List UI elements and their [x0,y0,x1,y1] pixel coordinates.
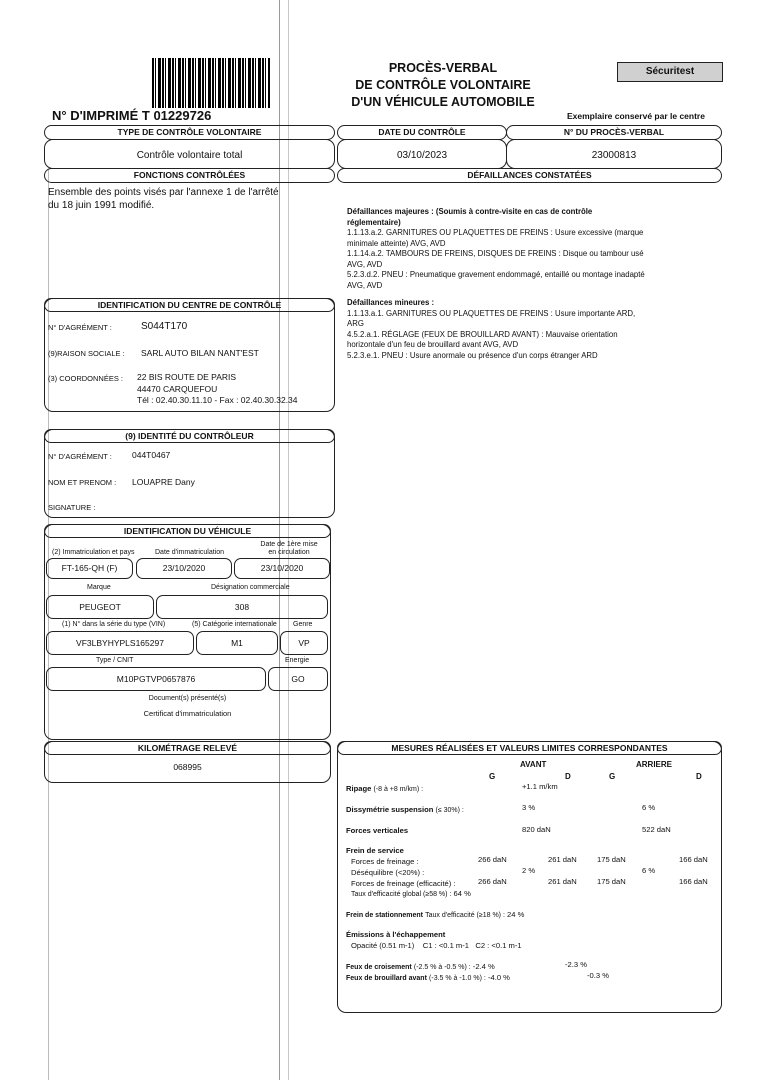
ff-avg: 266 daN [478,855,507,864]
date-immat-field: 23/10/2020 [136,558,232,579]
major-line: AVG, AVD [347,259,383,269]
minor-line: 5.2.3.e.1. PNEU : Usure anormale ou présence d'un corps étranger ARD [347,350,598,360]
functions-line-2: du 18 juin 1991 modifié. [48,200,155,211]
brouillard-row [346,973,510,982]
center-phone: Tél : 02.40.30.11.10 - Fax : 02.40.30.32.34 [137,395,298,405]
vin-label: (1) N° dans la série du type (VIN) [62,621,166,628]
minor-title: Défaillances mineures : [347,298,435,307]
controller-name-value: LOUAPRE Dany [132,477,195,487]
dissym-av: 3 % [522,803,536,812]
immat-label: (2) Immatriculation et pays [52,549,135,556]
genre-field: VP [280,631,328,655]
control-date-value: 03/10/2023 [396,150,448,161]
ff-ard: 166 daN [679,855,708,864]
ff-avd: 261 daN [548,855,577,864]
type-field: M10PGTVP0657876 [46,667,266,691]
c2-value: <0.1 m-1 [491,941,522,950]
genre-label: Genre [293,621,313,628]
center-header: IDENTIFICATION DU CENTRE DE CONTRÔLE [44,298,335,312]
brouillard-d: -0.3 % [587,971,609,980]
deseq-label: Déséquilibre (<20%) : [351,868,425,877]
avant-d-label: D [565,772,571,781]
croisement-d: -2.3 % [565,960,587,969]
center-address-2: 44470 CARQUEFOU [137,383,218,394]
major-line: AVG, AVD [347,280,383,290]
minor-line: 1.1.13.a.1. GARNITURES OU PLAQUETTES DE FREINS : Usure importante ARD, [347,308,636,318]
controller-agrement-value: 044T0467 [132,450,171,460]
energie-label: Energie [285,657,310,664]
copy-note: Exemplaire conservé par le centre [567,111,705,121]
controller-name-label: NOM ET PRENOM : [48,478,117,487]
functions-line-1: Ensemble des points visés par l'annexe 1 de l'arrêté [48,187,279,198]
marque-label: Marque [87,584,111,591]
documents-label: Document(s) présenté(s) [148,695,227,702]
c2-label: C2 : [475,941,490,950]
dissym-label: Dissymétrie suspension [346,805,434,814]
forces-vert-ar: 522 daN [642,825,671,834]
categorie-label: (5) Catégorie internationale [192,621,277,628]
stationnement-limit: Taux d'efficacité (≥18 %) : [425,912,505,919]
controller-header: (9) IDENTITÉ DU CONTRÔLEUR [44,429,335,443]
stationnement-label: Frein de stationnement [346,912,424,919]
energie-field: GO [268,667,328,691]
major-line: 1.1.14.a.2. TAMBOURS DE FREINS, DISQUES DE FREINS : Disque ou tambour usé [347,249,644,258]
center-agrement-label: N° D'AGRÉMENT : [48,323,112,332]
deseq-av: 2 % [522,866,536,875]
ffe-avg: 266 daN [478,877,507,886]
date-circ-label [244,541,334,557]
ripage-label: Ripage [346,784,372,793]
vin-field: VF3LBYHYPLS165297 [46,631,194,655]
measures-header: MESURES RÉALISÉES ET VALEURS LIMITES CORRESPONDANTES [337,741,722,755]
deseq-ar: 6 % [642,866,656,875]
ffe-ard: 166 daN [679,877,708,886]
center-raison-label: (9)RAISON SOCIALE : [48,349,125,358]
major-title-2: réglementaire) [347,217,401,227]
brouillard-g: -4.0 % [487,973,510,982]
vehicle-header: IDENTIFICATION DU VÉHICULE [44,524,331,538]
date-immat-label: Date d'immatriculation [155,549,225,556]
controller-signature-label: SIGNATURE : [48,503,96,512]
center-address [137,372,298,407]
date-circ-label-1: Date de 1ère mise [260,541,318,548]
center-coord-label: (3) COORDONNÉES : [48,374,124,383]
ripage-limit: (-8 à +8 m/km) : [373,786,424,793]
croisement-g: -2.4 % [472,962,495,971]
minor-line: ARG [347,319,364,328]
defects-header: DÉFAILLANCES CONSTATÉES [337,168,722,183]
dissym-row [346,805,464,814]
functions-text [48,186,279,212]
forces-freinage-label: Forces de freinage : [351,857,419,866]
controller-agrement-label: N° D'AGRÉMENT : [48,452,112,461]
brouillard-label: Feux de brouillard avant [346,975,427,982]
stationnement-row [346,910,524,919]
center-agrement-value: S044T170 [141,321,188,332]
ffe-avd: 261 daN [548,877,577,886]
c1-value: <0.1 m-1 [438,941,470,950]
croisement-limit: (-2.5 % à -0.5 %) : [413,964,471,971]
taux-global-row [351,889,471,898]
arriere-g-label: G [609,772,616,781]
marque-field: PEUGEOT [46,595,154,619]
arriere-label: ARRIERE [636,760,673,769]
designation-field: 308 [156,595,328,619]
major-title-1: Défaillances majeures : (Soumis à contre-visite en cas de contrôle [347,207,593,216]
brouillard-limit: (-3.5 % à -1.0 %) : [429,975,486,982]
opacite-label: Opacité (0.51 m-1) [351,941,415,950]
print-number: N° D'IMPRIMÉ T 01229726 [52,108,212,123]
forces-vert-av: 820 daN [522,825,551,834]
taux-global-value: 64 % [453,889,471,898]
type-label: Type / CNIT [96,657,134,664]
control-type-header: TYPE DE CONTRÔLE VOLONTAIRE [44,125,335,140]
control-date-header: DATE DU CONTRÔLE [337,125,507,140]
c1-label: C1 : [422,941,437,950]
ripage-row [346,784,423,793]
brand-badge: Sécuritest [617,62,723,82]
taux-global-label: Taux d'efficacité global (≥58 %) : [351,891,452,898]
arriere-d-label: D [696,772,702,781]
ffe-arg: 175 daN [597,877,626,886]
control-type-value: Contrôle volontaire total [136,150,243,161]
documents-value: Certificat d'immatriculation [143,709,232,718]
avant-g-label: G [489,772,496,781]
center-raison-value: SARL AUTO BILAN NANT'EST [141,348,259,358]
forces-vert-label: Forces verticales [346,826,409,835]
frein-service-label: Frein de service [346,846,404,855]
designation-label: Désignation commerciale [211,584,290,591]
major-line: 5.2.3.d.2. PNEU : Pneumatique gravement endommagé, entaillé ou montage inadapté [347,270,645,279]
avant-label: AVANT [520,760,547,769]
center-address-1: 22 BIS ROUTE DE PARIS [137,372,237,382]
major-line: minimale atteinte) AVG, AVD [347,238,446,248]
immat-field: FT-165-QH (F) [46,558,133,579]
mileage-header: KILOMÉTRAGE RELEVÉ [44,741,331,755]
date-circ-field: 23/10/2020 [234,558,330,579]
dissym-limit: (≤ 30%) : [435,807,464,814]
stationnement-value: 24 % [507,910,525,919]
categorie-field: M1 [196,631,278,655]
title-line-2: DE CONTRÔLE VOLONTAIRE [355,78,531,92]
ripage-value: +1.1 m/km [522,782,558,791]
pv-number-value: 23000813 [591,150,637,161]
croisement-row [346,962,495,971]
minor-line: 4.5.2.a.1. RÉGLAGE (FEUX DE BROUILLARD AVANT) : Mauvaise orientation [347,329,618,339]
major-line: 1.1.13.a.2. GARNITURES OU PLAQUETTES DE FREINS : Usure excessive (marque [347,228,644,237]
defects-list [347,207,717,361]
mileage-value: 068995 [173,762,202,772]
title-line-1: PROCÈS-VERBAL [388,61,498,75]
minor-line: horizontale d'un feu de brouillard avant AVG, AVD [347,340,519,349]
dissym-ar: 6 % [642,803,656,812]
document-title [338,60,548,111]
ff-arg: 175 daN [597,855,626,864]
barcode [152,58,270,108]
croisement-label: Feux de croisement [346,964,412,971]
ffe-label: Forces de freinage (efficacité) : [351,879,456,888]
title-line-3: D'UN VÉHICULE AUTOMOBILE [351,95,535,109]
pv-number-header: N° DU PROCÈS-VERBAL [506,125,722,140]
emissions-label: Émissions à l'échappement [346,930,446,939]
opacite-row [351,941,522,950]
date-circ-label-2: en circulation [268,549,310,556]
functions-header: FONCTIONS CONTRÔLÉES [44,168,335,183]
